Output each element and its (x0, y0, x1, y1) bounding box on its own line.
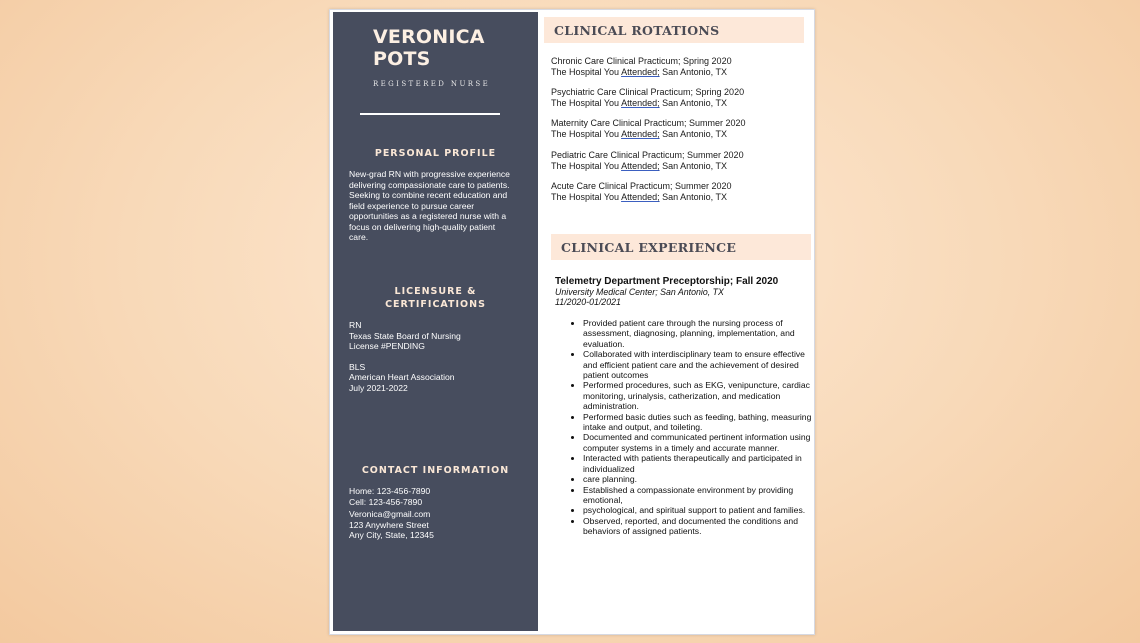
name-first: VERONICA (373, 26, 485, 48)
experience-dates: 11/2020-01/2021 (555, 297, 621, 307)
name-last: POTS (373, 48, 431, 70)
candidate-role: REGISTERED NURSE (373, 80, 491, 88)
experience-org: University Medical Center; San Antonio, TX (555, 287, 724, 297)
experience-title: Telemetry Department Preceptorship; Fall 2020 (555, 276, 779, 287)
candidate-name (373, 26, 485, 70)
rotation-item: Psychiatric Care Clinical Practicum; Spring 2020 The Hospital You Attended; San Antonio, TX (551, 87, 745, 108)
experience-heading: CLINICAL EXPERIENCE (561, 240, 737, 255)
list-item: • Interacted with patients therapeutically and participated in individualized (583, 453, 813, 474)
rotations-heading: CLINICAL ROTATIONS (554, 23, 720, 38)
list-item: • Collaborated with interdisciplinary team to ensure effective and efficient patient care and the achievement of desired patient outcomes (583, 349, 813, 380)
experience-heading-bar (551, 234, 811, 260)
list-item: • Observed, reported, and documented the conditions and behaviors of assigned patients. (583, 516, 813, 537)
rotation-item: Chronic Care Clinical Practicum; Spring 2020 The Hospital You Attended; San Antonio, TX (551, 56, 732, 77)
contact-heading: CONTACT INFORMATION (361, 465, 510, 476)
list-item: • Documented and communicated pertinent information using computer systems in a timely and accurate manner. (583, 432, 813, 453)
rotation-item: Pediatric Care Clinical Practicum; Summer 2020 The Hospital You Attended; San Antonio, TX (551, 150, 744, 171)
name-divider (360, 113, 500, 115)
rotation-item: Maternity Care Clinical Practicum; Summer 2020 The Hospital You Attended; San Antonio, TX (551, 118, 746, 139)
list-item: • Performed procedures, such as EKG, venipuncture, cardiac monitoring, urinalysis, catherization, and medication administration. (583, 380, 813, 411)
list-item: • Provided patient care through the nursing process of assessment, diagnosing, planning, implementation, and evaluation. (583, 318, 813, 349)
list-item: • care planning. (583, 474, 813, 484)
licensure-heading: LICENSURE & CERTIFICATIONS (385, 286, 486, 310)
list-item: • Performed basic duties such as feeding, bathing, measuring intake and output, and toileting. (583, 412, 813, 433)
profile-heading: PERSONAL PROFILE (374, 148, 497, 159)
licensure-list: RN Texas State Board of Nursing License #PENDING BLS American Heart Association July 2021-2022 (349, 320, 461, 393)
profile-text: New-grad RN with progressive experience delivering compassionate care to patients. Seeking to combine recent education and field experience to pursue career opportunities as a registered nurse with a focus on delivering high-quality patient care. (349, 169, 510, 242)
resume-sidebar (333, 12, 538, 631)
rotation-item: Acute Care Clinical Practicum; Summer 2020 The Hospital You Attended; San Antonio, TX (551, 181, 732, 202)
contact-info: Home: 123-456-7890 Cell: 123-456-7890 Veronica@gmail.com 123 Anywhere Street Any City, State, 12345 (349, 486, 434, 540)
list-item: • Established a compassionate environment by providing emotional, (583, 485, 813, 506)
list-item: • psychological, and spiritual support to patient and families. (583, 505, 813, 515)
rotations-heading-bar (544, 17, 804, 43)
experience-bullets (567, 318, 813, 537)
